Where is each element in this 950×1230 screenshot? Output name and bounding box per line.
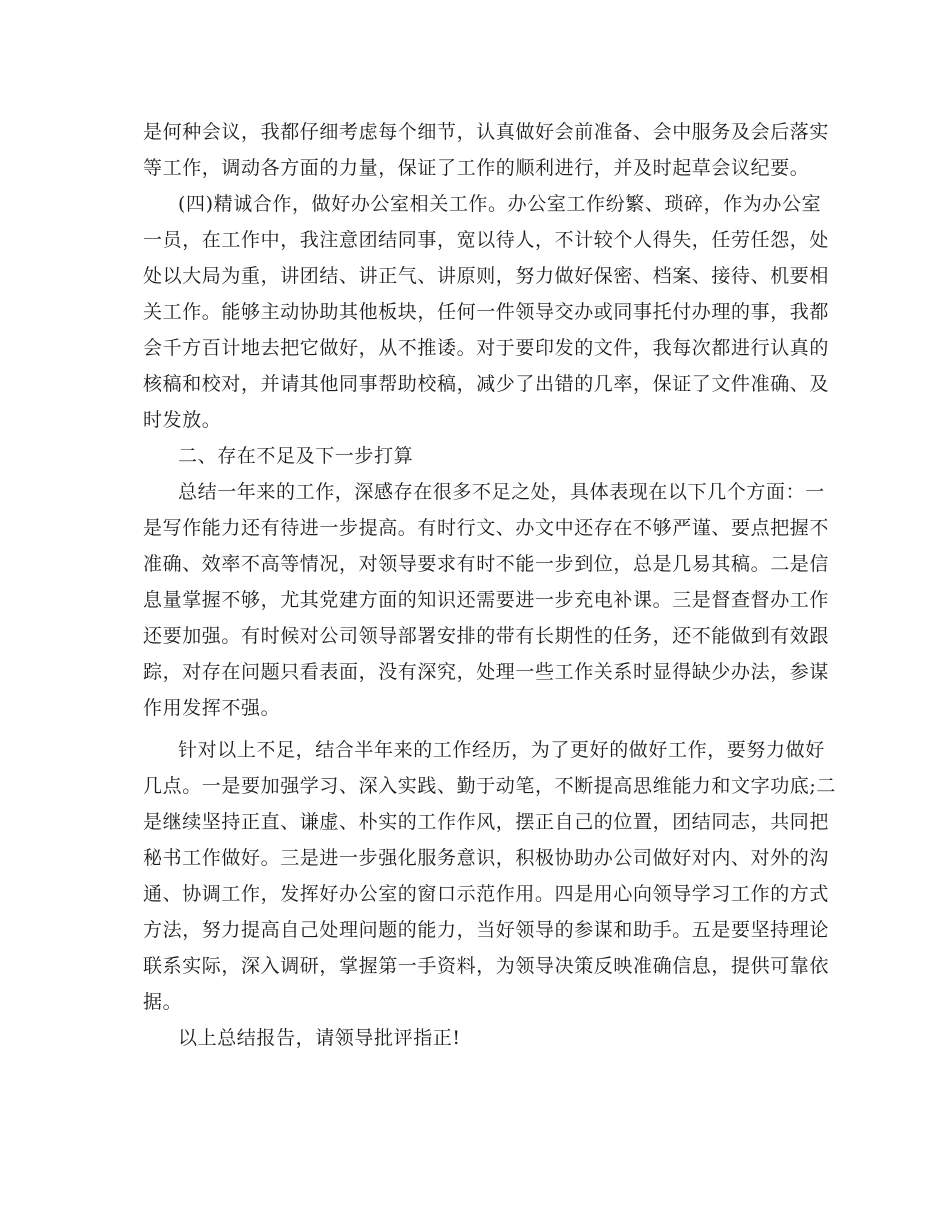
text-line: 是写作能力还有待进一步提高。有时行文、办文中还存在不够严谨、要点把握不	[143, 517, 830, 539]
text-line: 针对以上不足，结合半年来的工作经历，为了更好的做好工作，要努力做好	[178, 739, 825, 761]
text-line: 作用发挥不强。	[143, 697, 281, 719]
text-line: 还要加强。有时候对公司领导部署安排的带有长期性的任务，还不能做到有效跟	[143, 625, 830, 647]
text-line: 是何种会议，我都仔细考虑每个细节，认真做好会前准备、会中服务及会后落实	[143, 121, 830, 143]
text-line: 关工作。能够主动协助其他板块，任何一件领导交办或同事托付办理的事，我都	[143, 301, 830, 323]
closing-line: 以上总结报告，请领导批评指正!	[178, 1027, 461, 1049]
text-line: 处以大局为重，讲团结、讲正气、讲原则，努力做好保密、档案、接待、机要相	[143, 265, 830, 287]
text-line: 会千方百计地去把它做好，从不推诿。对于要印发的文件，我每次都进行认真的	[143, 337, 830, 359]
text-line: 准确、效率不高等情况，对领导要求有时不能一步到位，总是几易其稿。二是信	[143, 553, 830, 575]
text-line: 方法，努力提高自己处理问题的能力，当好领导的参谋和助手。五是要坚持理论	[143, 919, 830, 941]
text-line: 据。	[143, 991, 183, 1013]
text-line: 总结一年来的工作，深感存在很多不足之处，具体表现在以下几个方面：一	[178, 481, 825, 503]
text-line: 通、协调工作，发挥好办公室的窗口示范作用。四是用心向领导学习工作的方式	[143, 883, 830, 905]
section-heading: 二、存在不足及下一步打算	[178, 445, 414, 467]
text-line: 秘书工作做好。三是进一步强化服务意识，积极协助办公司做好对内、对外的沟	[143, 847, 830, 869]
section-heading-4: (四)精诚合作，做好办公室相关工作。办公室工作纷繁、琐碎，作为办公室	[178, 193, 822, 215]
text-line: 踪，对存在问题只看表面，没有深究，处理一些工作关系时显得缺少办法，参谋	[143, 661, 830, 683]
text-line: 一员，在工作中，我注意团结同事，宽以待人，不计较个人得失，任劳任怨，处	[143, 229, 830, 251]
text-line: 核稿和校对，并请其他同事帮助校稿，减少了出错的几率，保证了文件准确、及	[143, 373, 830, 395]
text-line: 几点。一是要加强学习、深入实践、勤于动笔，不断提高思维能力和文字功底;二	[143, 775, 837, 797]
text-line: 是继续坚持正直、谦虚、朴实的工作作风，摆正自己的位置，团结同志，共同把	[143, 811, 830, 833]
text-line: 等工作，调动各方面的力量，保证了工作的顺利进行，并及时起草会议纪要。	[143, 157, 810, 179]
text-line: 联系实际，深入调研，掌握第一手资料，为领导决策反映准确信息，提供可靠依	[143, 955, 830, 977]
text-line: 时发放。	[143, 409, 222, 431]
text-line: 息量掌握不够，尤其党建方面的知识还需要进一步充电补课。三是督查督办工作	[143, 589, 830, 611]
